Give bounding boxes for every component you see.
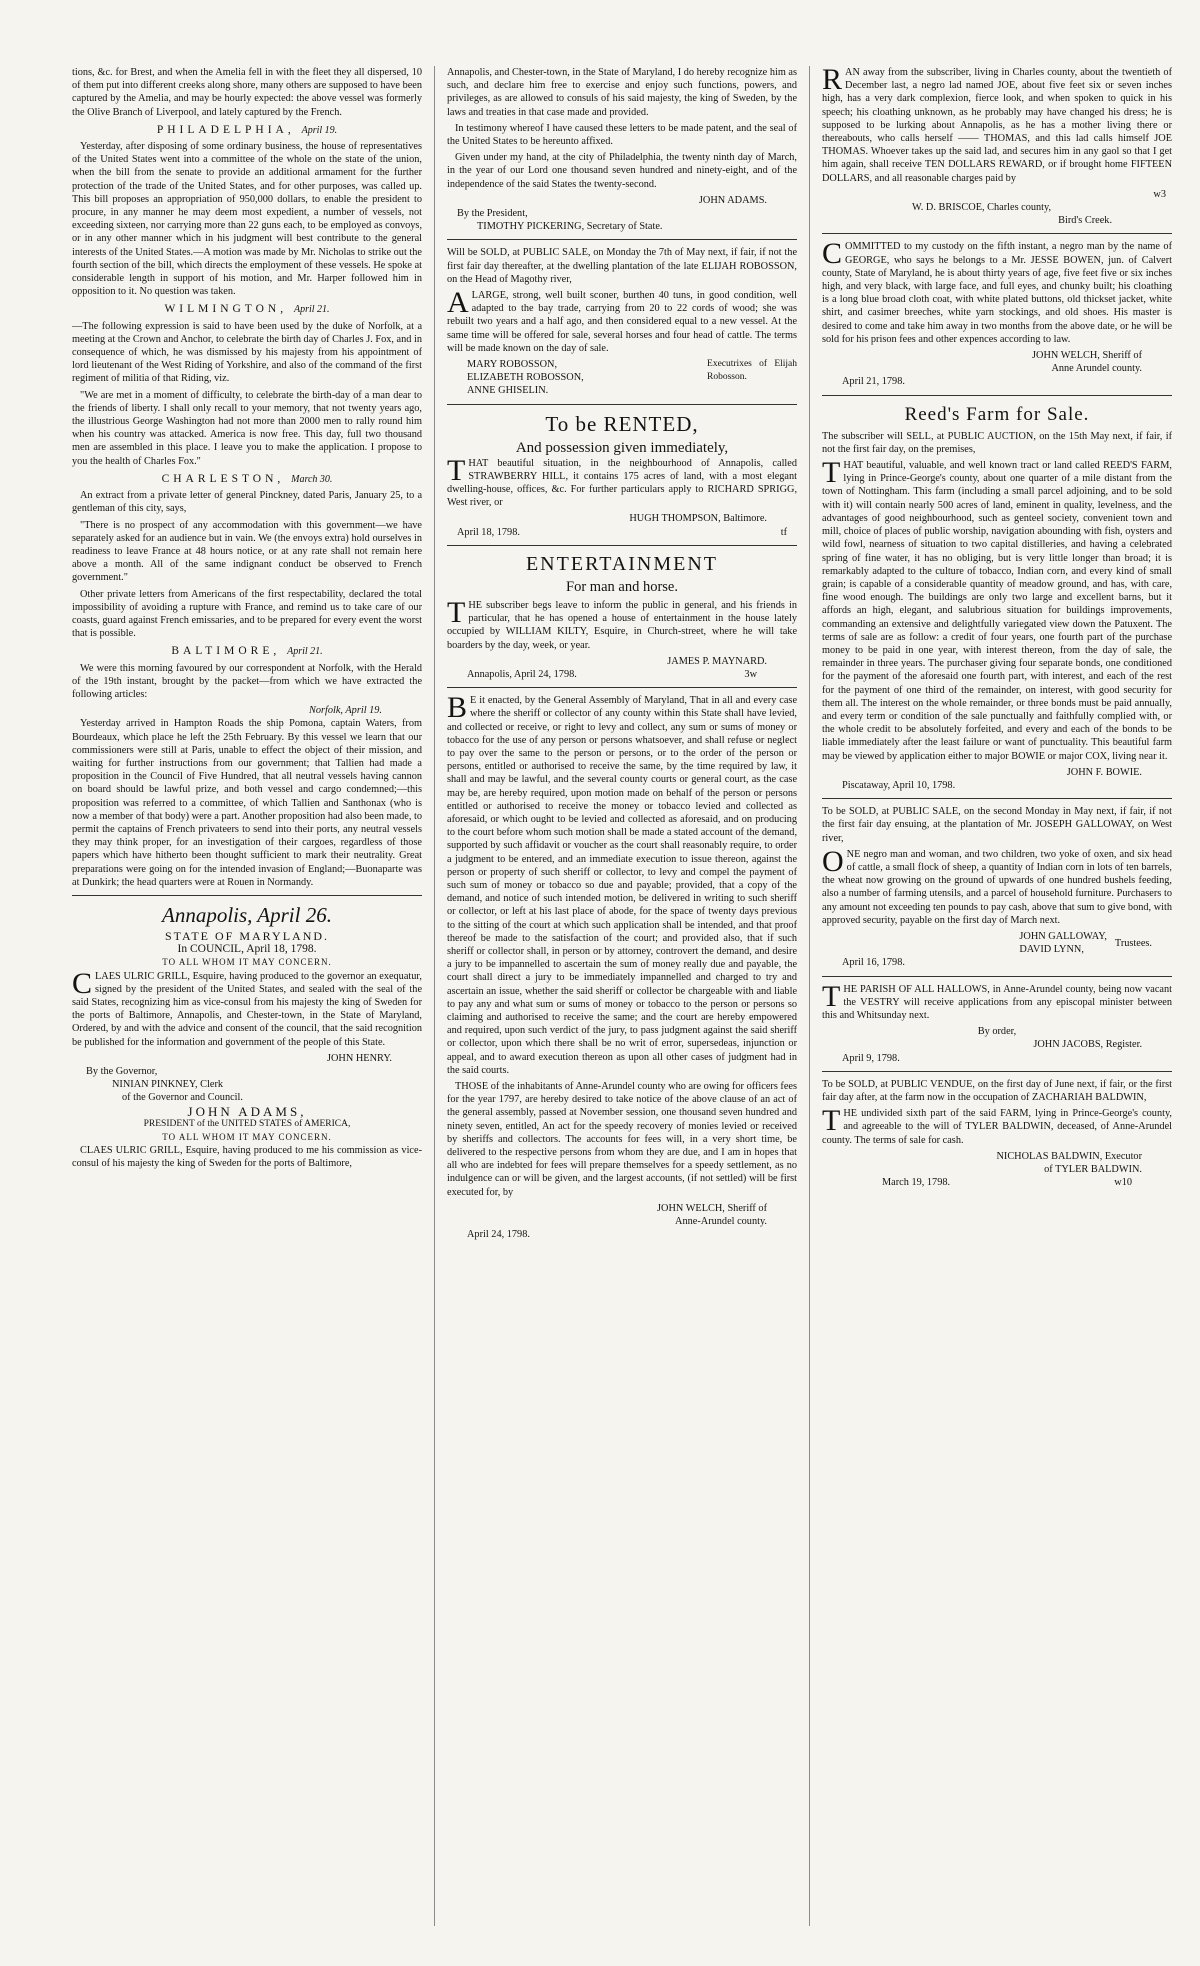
executrixes xyxy=(447,358,797,398)
signature-pinkney-title: of the Governor and Council. xyxy=(122,1092,243,1104)
signature-bowie: JOHN F. BOWIE. xyxy=(1066,766,1143,778)
signature-baldwin-2: of TYLER BALDWIN. xyxy=(1044,1164,1143,1176)
entertainment-body: THE subscriber begs leave to inform the public in general, and his friends in particular, that he has opened a house of entertainment in the house lately occupied by WILLIAM KILTY, Esquire, in Church-street, where he will take boarders by the day, week, or year. xyxy=(447,595,798,651)
testimony: In testimony whereof I have caused these letters to be made patent, and the seal of the United States to be hereunto affixed. xyxy=(447,122,798,148)
adams-heading: JOHN ADAMS, xyxy=(187,1103,307,1119)
rented-tf: tf xyxy=(780,526,788,538)
signature-briscoe: W. D. BRISCOE, Charles county, xyxy=(912,202,1052,214)
column-3 xyxy=(822,66,1172,1926)
w3-mark: w3 xyxy=(1153,188,1167,200)
column-rule xyxy=(809,66,810,1926)
signature-john-henry: JOHN HENRY. xyxy=(326,1052,393,1064)
enactment: B E it enacted, by the General Assembly of Maryland, That in all and every case where the sheriff or collector of any county within this State shall have levied, and collected or receive, or right to levy and collect, any sum or sums of money or tobacco for the use of any person or persons whatsoever, and shall refuse or neglect to pay over the same to the person or persons, or to the order of the person or persons, entitled or authorised to receive the same, by the time required by law, it shall and may be lawful, and the several county courts or general court, as the case may be, are hereby required, upon motion made on behalf of the person or persons entitled or authorised to receive the money or tobacco levied and collected as aforesaid, or which ought to be levied and collected as aforesaid, and on producing to the court before whom such motion shall be made a stated account of the demand, supported by such affidavit or voucher as the court shall reasonably require, to order a judgment to be entered, and an immediate execution to issue thereon, against the person or property of such sheriff or collector, to levy and compel the payment of such sum of money or tobacco so due and payable; provided, that a copy of the demand, and notice of such intended motion, be delivered in writing to such sheriff or collector, or left at his last place of abode, for the space of twenty days previous to the sitting of the court at which such application shall be intended, and that proof thereof be made to the satisfaction of the court; and provided also, that if such sheriff or collector shall, in person or by attorney, controvert the demand, and desire a jury to be impannelled to ascertain the sum of money really due and payable, the court shall direct a jury to be immediately impannelled and charged to try and ascertain an issue, whether the said sheriff or collector be chargeable with and liable to pay any and what sum or sums of money or tobacco to the person or persons so claiming and authorised to receive the same; and the court are hereby empowered and required, upon such verdict of the jury, to pass judgment against the said sheriff or collector, upon which there shall be no writ of error, supersedeas, injunction or appeal, and to award execution thereon as upon all other cases of judgment had in the said courts. xyxy=(447,691,798,1076)
rented-date: April 18, 1798. xyxy=(457,526,520,538)
dropcap: T xyxy=(447,453,466,487)
signature-jacobs: JOHN JACOBS, Register. xyxy=(1033,1039,1143,1051)
columns xyxy=(72,66,1172,1926)
philadelphia-dateline: PHILADELPHIA, April 19. xyxy=(156,123,338,136)
divider xyxy=(447,404,797,405)
charleston-body-1: An extract from a private letter of general Pinckney, dated Paris, January 25, to a gentleman of this city, says, xyxy=(72,490,423,515)
wilmington-dateline: WILMINGTON, April 21. xyxy=(164,303,330,316)
baltimore-body-1: We were this morning favoured by our correspondent at Norfolk, with the Herald of the 19th instant, brought by the packet—from which we have extracted the following articles: xyxy=(72,662,423,700)
signature-baldwin: NICHOLAS BALDWIN, Executor xyxy=(996,1150,1143,1162)
dropcap: B xyxy=(447,691,468,725)
robosson-sale: ALARGE, strong, well built sconer, burthen 40 tuns, in good condition, well adapted to the bay trade, carrying from 20 to 22 cords of wood; she was rebuilt two years and a half ago, and then considered equal to a new vessel. At the same time will be offered for sale, several horses and four head of cattle. The terms will be made known on the day of sale. xyxy=(447,286,798,354)
entertainment-subheading: For man and horse. xyxy=(566,578,678,595)
signature-galloway: JOHN GALLOWAY, xyxy=(1019,930,1107,942)
divider xyxy=(822,233,1172,234)
divider xyxy=(822,1071,1172,1072)
jacobs-date: April 9, 1798. xyxy=(842,1052,900,1064)
rented-subheading: And possession given immediately, xyxy=(515,439,729,456)
maynard-date: Annapolis, April 24, 1798. xyxy=(467,668,577,680)
baldwin-date: March 19, 1798. xyxy=(882,1177,951,1189)
reeds-farm-intro: The subscriber will SELL, at PUBLIC AUCTION, on the 15th May next, if fair, if not the first fair day, on the premises, xyxy=(822,430,1173,455)
divider xyxy=(447,687,797,688)
signature-maynard: JAMES P. MAYNARD. xyxy=(667,655,768,667)
trustees-label: Trustees. xyxy=(1114,937,1153,949)
parish-notice: THE PARISH OF ALL HALLOWS, in Anne-Arundel county, being now vacant the VESTRY will receive applications from any episcopal minister between this and Whitsunday next. xyxy=(822,979,1173,1021)
birds-creek: Bird's Creek. xyxy=(1058,215,1113,227)
given-under-hand: Given under my hand, at the city of Philadelphia, the twenty ninth day of March, in the year of our Lord one thousand seven hundred and ninety-eight, and of the independence of the said States the twenty-second. xyxy=(447,152,798,190)
by-president: By the President, xyxy=(457,208,528,220)
vendue-body: THE undivided sixth part of the said FARM, lying in Prince-George's county, and agreeable to the will of TYLER BALDWIN, deceased, of Anne-Arundel county. The terms of sale for cash. xyxy=(822,1104,1173,1146)
welch-date-2: April 21, 1798. xyxy=(842,376,905,388)
entertainment-heading: ENTERTAINMENT xyxy=(525,552,719,575)
annapolis-heading: Annapolis, April 26. xyxy=(162,902,332,927)
by-order: By order, xyxy=(977,1026,1017,1038)
dropcap: T xyxy=(822,1104,841,1138)
state-heading: STATE OF MARYLAND. xyxy=(164,928,330,943)
signature-adams: JOHN ADAMS. xyxy=(698,194,768,206)
executrix-1: MARY ROBOSSON, xyxy=(467,359,558,371)
reeds-farm-heading: Reed's Farm for Sale. xyxy=(904,403,1090,425)
baltimore-dateline: BALTIMORE, April 21. xyxy=(171,645,323,658)
dropcap: T xyxy=(447,595,466,629)
galloway-date: April 16, 1798. xyxy=(842,957,905,969)
dropcap: A xyxy=(447,286,469,320)
signature-pinkney: NINIAN PINKNEY, Clerk xyxy=(112,1079,224,1091)
vendue-intro: To be SOLD, at PUBLIC VENDUE, on the first day of June next, if fair, or the first fair day after, at the farm now in the occupation of ZACHARIAH BALDWIN, xyxy=(822,1078,1173,1104)
reeds-farm-body: THAT beautiful, valuable, and well known tract or land called REED'S FARM, lying in Prince-George's county, about one quarter of a mile distant from the town of Nottingham. This farm (including a small parcel adjoining, and to be sold with it) will contain nearly 500 acres of land, eminent in quality, levelness, and the advantages of good neighbourhood, such as genteel society, convenient town and mill, choice of places of public worship, navigation abounding with fish, oysters and wild fowl, nearness of situation to two capital distilleries, and having a celebrated spring of fine water, it has no obliging, but is very little longer than broad; it is remarkably adapted to the culture of tobacco, Indian corn, and every kind of small grain; is capable of a considerable quantity of meadow ground, and has, with care, fine wood enough. The buildings are only two large and excellent barns, but it affords an high, elegant, and salubrious situation for buildings improvements, commanding an extensive and delightfully variegated view down the Patuxent. The terms of sale are as follow: a credit of four years, one fourth part of the purchase money to be paid in one year, with interest thereon, from the day of sale, the remainder in three years. The purchaser giving four separate bonds, one conditioned for the payment of the aforesaid one fourth part, with interest, and each of the rest for the payment of one third of the remainder, on interest, with good security for them all. The interest on the whole remainder, or three bonds must be paid annually, and every term or condition of the sale punctually and faithfully complied with, or the whole credit to be absolutely forfeited, and every and each of the bonds to be liable immediately after the least failure or want of punctuality. This beautiful farm may be viewed by application either to major BOWIE or major COX, living near it. xyxy=(822,456,1173,762)
by-governor: By the Governor, xyxy=(86,1066,158,1078)
bowie-date: Piscataway, April 10, 1798. xyxy=(842,779,956,791)
philadelphia-body: Yesterday, after disposing of some ordinary business, the house of representatives of the United States went into a committee of the whole on the state of the union, when the bill from the senate to provide an additional armament for the further protection of the trade of the United States, and for other purposes, was called up. This bill proposes an appropriation of 950,000 dollars, to enable the president to procure, in any manner he may deem most expedient, a number of vessels, not exceeding sixteen, nor carrying more than 22 guns each, to be employed as convoys, or in any other manner which in his judgment will best contribute to the general interests of the United States.—A motion was made by Mr. Nicholas to strike out the fourth section of the bill, which directs the employment of these vessels. He spoke at considerable length in support of his motion, and Mr. Harper followed him in opposition to it. No question was taken. xyxy=(72,141,423,298)
baldwin-footer xyxy=(822,1176,1172,1189)
norfolk-dateline: Norfolk, April 19. xyxy=(308,705,383,717)
dropcap: R xyxy=(822,66,843,96)
proclamation-cont: Annapolis, and Chester-town, in the State of Maryland, I do hereby recognize him as such, and declare him free to exercise and enjoy such functions, powers, and privileges, as are allowed to consuls of his said majesty, the king of Sweden, by the laws and treaties in that case made and provided. xyxy=(447,67,798,118)
dropcap: T xyxy=(822,456,841,490)
executrix-label: Executrixes of Elijah Robosson. xyxy=(707,359,798,383)
column-2 xyxy=(447,66,797,1926)
divider xyxy=(447,545,797,546)
column-rule xyxy=(434,66,435,1926)
divider xyxy=(822,395,1172,396)
divider xyxy=(72,895,422,896)
runaway-notice: RAN away from the subscriber, living in Charles county, about the twentieth of December last, a negro lad named JOE, about five feet six or seven inches high, has a very dark complexion, fierce look, and when spoken to quick in his speech; his cloathing unknown, as he probably may have changed his dress; he is supposed to be lurking about Annapolis, as he has a mother living there or thereabouts, who calls herself —— THOMAS, and this lad calls himself JOE THOMAS. Whoever takes up the said lad, and secures him in any gaol so that I get him again, shall receive TEN DOLLARS REWARD, or if brought home FIFTEEN DOLLARS, and all reasonable charges paid by xyxy=(822,66,1173,184)
charleston-dateline: CHARLESTON, March 30. xyxy=(161,472,333,485)
news-intro: tions, &c. for Brest, and when the Amelia fell in with the fleet they all dispersed, 10 of them put into different creeks along shore, many others are supposed to have been captured by the Amelia, and may be hourly expected: the above vessel was formerly the Olive Branch of Liverpool, and lately captured by the French. xyxy=(72,67,423,118)
welch-date: April 24, 1798. xyxy=(467,1229,530,1241)
charleston-body-3: Other private letters from Americans of the first respectability, declared the total impossibility of avoiding a rupture with France, and remind us to take care of our coasts, guard against French emissaries, and to be prepared for every event the worst that is possible. xyxy=(72,588,423,640)
signature-welch-county-2: Anne Arundel county. xyxy=(1051,363,1143,375)
divider xyxy=(822,798,1172,799)
divider xyxy=(822,976,1172,977)
baltimore-body-2: Yesterday arrived in Hampton Roads the ship Pomona, captain Waters, from Bourdeaux, which place he left the 25th February. By this vessel we learn that our commissioners were still at Paris, unable to effect the object of their mission, and waiting for further instructions from our government; that Tallien had made a proposition in the Council of Five Hundred, that all neutral vessels having cannon on board should be lawful prize, and both vessel and cargo condemned;—this proposition was referred to a committee, of which Tallien and Santhonax (who is now a member of that body) were a part. Another proposition had also been made, to permit the captains of French privateers to send into their ports, any neutral vessels they may think proper, for an investigation of their cargoes, regardless of those papers which have hitherto been thought sufficient to mark their neutrality. Great preparations were going on for the intended invasion of England;—Buonaparte was at Dunkirk; the head quarters were at Rouen in Normandy. xyxy=(72,718,423,888)
dropcap: C xyxy=(822,237,843,271)
committed-notice: COMMITTED to my custody on the fifth instant, a negro man by the name of GEORGE, who says he belongs to a Mr. JESSE BOWEN, jun. of Calvert county, State of Maryland, he is about thirty years of age, five feet five or six inches high, and very black, with large face, and full eyes, and chunky built; his cloathing is a long blue broad cloth coat, with white plated buttons, old thickset jacket, white shirt, and casimer breeches, white yarn stockings, and old shoes. His master is desired to come and take him away in two months from the above date, or he will be sold for his prison fees and other expences according to law. xyxy=(822,237,1173,345)
robosson-sale-intro: Will be SOLD, at PUBLIC SALE, on Monday the 7th of May next, if fair, if not the first fair day thereafter, at the dwelling plantation of the late ELIJAH ROBOSSON, on the Head of Magothy river, xyxy=(447,247,798,285)
wilmington-body-1: —The following expression is said to have been used by the duke of Norfolk, at a meeting at the Crown and Anchor, to celebrate the birth day of Charles J. Fox, and in consequence of which, he was dismissed by his majesty from his appointment of lord lieutenant of the West Riding of Yorkshire, and also of the command of the first regiment of militia of that Riding, viz. xyxy=(72,320,423,385)
baldwin-mark: w10 xyxy=(1114,1177,1133,1189)
executrix-2: ELIZABETH ROBOSSON, xyxy=(467,372,584,384)
signature-welch-county: Anne-Arundel county. xyxy=(675,1216,768,1228)
council-heading: In COUNCIL, April 18, 1798. xyxy=(177,943,317,956)
signature-pickering: TIMOTHY PICKERING, Secretary of State. xyxy=(477,221,663,233)
charleston-body-2: "There is no prospect of any accommodation with this government—we have separately asked for an audience but in vain. We (the envoys extra) hold ourselves in readiness to leave France at 48 hours notice, or at any rate shall not remain here above a month. All of the same indignant conduct be observed to French government." xyxy=(72,519,423,584)
dropcap: O xyxy=(822,844,844,878)
dropcap: T xyxy=(822,979,841,1013)
galloway-intro: To be SOLD, at PUBLIC SALE, on the second Monday in May next, if fair, if not the first fair day ensuing, at the plantation of Mr. JOSEPH GALLOWAY, on West river, xyxy=(822,806,1173,844)
to-all-heading-2: TO ALL WHOM IT MAY CONCERN. xyxy=(162,1132,332,1143)
rented-body: THAT beautiful situation, in the neighbourhood of Annapolis, called STRAWBERRY HILL, it contains 175 acres of land, with a most elegant dwelling-house, offices, &c. For further particulars apply to RICHARD SPRIGG, West river, or xyxy=(447,453,798,509)
signature-lynn: DAVID LYNN, xyxy=(1019,944,1084,956)
galloway-body: ONE negro man and woman, and two children, two yoke of oxen, and six head of cattle, a small flock of sheep, a quantity of Indian corn in lots of ten barrels, the wheat now growing on the ground of upwards of one hundred bushels feeding, also a number of farming utensils, and a parcel of household furniture. Purchasers to any amount not exceeding ten pounds to pay cash, above that sum to give bond, with approved security, payable on the first day of March next. xyxy=(822,844,1173,926)
galloway-trustees xyxy=(822,930,1172,956)
maynard-footer xyxy=(447,668,797,681)
wilmington-body-2: "We are met in a moment of difficulty, to celebrate the birth-day of a man dear to the friends of liberty. I shall only recall to your memory, that not twenty years ago, the illustrious George Washington had not more than 2000 men to rally round him when his country was attacked. America is now free. This day, full two thousand men are assembled in this place. I leave you to make the application. I propose to you the health of Charles Fox." xyxy=(72,389,423,467)
divider xyxy=(447,239,797,240)
claes-notice-2: CLAES ULRIC GRILL, Esquire, having produced to me his commission as vice-consul of his majesty the king of Sweden for the ports of Baltimore, xyxy=(72,1145,423,1170)
claes-notice: CLAES ULRIC GRILL, Esquire, having produced to the governor an exequatur, signed by the president of the United States, and sealed with the seal of the said States, recognizing him as vice-consul from his majesty the king of Sweden for the ports of Baltimore, Annapolis, and Chester-town, in the State of Maryland, Ordered, by and with the advice and consent of the council, that the said recognition be published for the information and government of the people of this State. xyxy=(72,966,423,1048)
executrix-3: ANNE GHISELIN. xyxy=(467,385,549,397)
dropcap: C xyxy=(72,966,93,1000)
maynard-3w: 3w xyxy=(744,668,758,680)
president-heading: PRESIDENT of the UNITED STATES of AMERICA, xyxy=(143,1118,351,1129)
column-1 xyxy=(72,66,422,1926)
to-all-heading: TO ALL WHOM IT MAY CONCERN. xyxy=(162,957,332,968)
signature-welch: JOHN WELCH, Sheriff of xyxy=(657,1202,768,1214)
rented-heading: To be RENTED, xyxy=(545,411,699,436)
inhabitants-notice: THOSE of the inhabitants of Anne-Arundel county who are owing for officers fees for the year 1797, are hereby desired to take notice of the above clause of an act of the general assembly, passed at November session, one thousand seven hundred and ninety seven, entitled, An act for the speedy recovery of monies levied or received by sheriffs and collectors. The accounts for fees will, in a very short time, be delivered to the respective persons from whom they are due, and I am in hopes that all who are indebted for fees will prepare themselves for a speedy settlement, as no indulgence can or will be given, and the largest accounts, (if not settled) will be first executed for, by xyxy=(447,1081,798,1198)
signature-thompson: HUGH THOMPSON, Baltimore. xyxy=(629,513,768,525)
signature-welch-2: JOHN WELCH, Sheriff of xyxy=(1032,350,1143,362)
rented-footer xyxy=(447,526,797,539)
